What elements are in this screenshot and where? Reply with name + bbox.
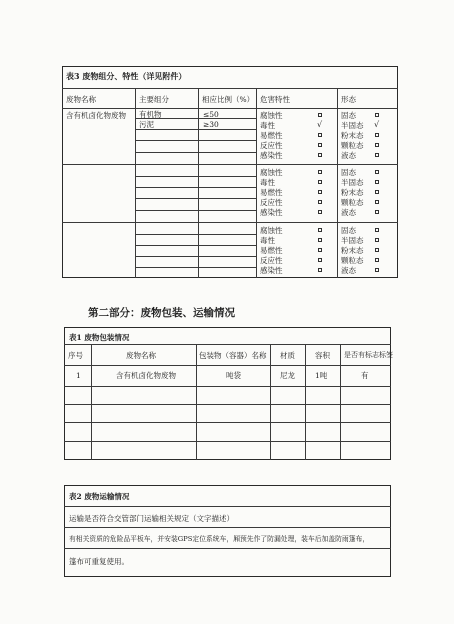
table1-title: 表1 废物包装情况: [69, 333, 130, 342]
table1-row-no: 1: [76, 371, 81, 380]
form-item: 半固态: [341, 178, 364, 187]
form-item: 粉末态: [341, 131, 364, 140]
hazard-item: 腐蚀性: [260, 111, 283, 120]
table1-row-label: 有: [361, 371, 369, 380]
table1-header-no: 序号: [68, 351, 83, 360]
checkbox[interactable]: [318, 153, 322, 157]
form-item: 固态: [341, 168, 356, 177]
hazard-item: 易燃性: [260, 131, 283, 140]
form-item: 颗粒态: [341, 256, 364, 265]
part2-title: 第二部分：废物包装、运输情况: [88, 307, 235, 319]
table1-row-volume: 1吨: [315, 371, 328, 380]
checkbox[interactable]: [318, 143, 322, 147]
table3-header-hazard: 危害特性: [260, 95, 290, 104]
table3-ratio-1: ≥30: [203, 120, 219, 129]
checkbox[interactable]: [318, 210, 322, 214]
table1-header-label: 是否有标志标签: [344, 351, 393, 359]
table3-header-component: 主要组分: [139, 95, 169, 104]
table3-header-ratio: 相应比例（%）: [202, 95, 255, 104]
check-mark-icon: √: [374, 120, 380, 129]
form-item: 液态: [341, 151, 356, 160]
checkbox[interactable]: [375, 268, 379, 272]
table2-title: 表2 废物运输情况: [69, 492, 130, 501]
hazard-item: 感染性: [260, 266, 283, 275]
table3-waste-name: 含有机卤化物废物: [66, 111, 126, 120]
checkbox[interactable]: [375, 190, 379, 194]
table3-title: 表3 废物组分、特性（详见附件）: [66, 71, 187, 81]
hazard-item: 毒性: [260, 178, 275, 187]
table3-component-1: 污泥: [139, 120, 154, 129]
table3-component-0: 有机物: [139, 110, 162, 119]
hazard-item: 感染性: [260, 151, 283, 160]
hazard-item: 反应性: [260, 141, 283, 150]
checkbox[interactable]: [318, 248, 322, 252]
checkbox[interactable]: [318, 268, 322, 272]
table1-row-name: 含有机卤化物废物: [116, 371, 176, 380]
check-mark-icon: √: [317, 120, 323, 129]
checkbox[interactable]: [375, 258, 379, 262]
table3-header-form: 形态: [341, 95, 356, 104]
form-item: 粉末态: [341, 246, 364, 255]
checkbox[interactable]: [318, 190, 322, 194]
table1-row-container: 吨袋: [226, 371, 241, 380]
form-item: 颗粒态: [341, 198, 364, 207]
table2-question: 运输是否符合交管部门运输相关规定（文字描述）: [69, 514, 234, 523]
checkbox[interactable]: [318, 113, 322, 117]
table1-header-container: 包装物（容器）名称: [199, 351, 267, 360]
form-item: 粉末态: [341, 188, 364, 197]
hazard-item: 反应性: [260, 256, 283, 265]
hazard-item: 毒性: [260, 236, 275, 245]
form-item: 半固态: [341, 121, 364, 130]
checkbox[interactable]: [318, 200, 322, 204]
table2-answer-line2: 篷布可重复使用。: [69, 557, 129, 566]
form-item: 固态: [341, 111, 356, 120]
table1-row-material: 尼龙: [280, 371, 295, 380]
checkbox[interactable]: [318, 170, 322, 174]
hazard-item: 腐蚀性: [260, 168, 283, 177]
checkbox[interactable]: [375, 228, 379, 232]
checkbox[interactable]: [375, 200, 379, 204]
table1-header-volume: 容积: [315, 351, 330, 360]
table1-header-name: 废物名称: [126, 351, 156, 360]
checkbox[interactable]: [318, 228, 322, 232]
checkbox[interactable]: [375, 210, 379, 214]
checkbox[interactable]: [375, 133, 379, 137]
form-item: 颗粒态: [341, 141, 364, 150]
hazard-item: 易燃性: [260, 188, 283, 197]
checkbox[interactable]: [375, 248, 379, 252]
checkbox[interactable]: [375, 113, 379, 117]
table1-header-material: 材质: [280, 351, 295, 360]
hazard-item: 反应性: [260, 198, 283, 207]
hazard-item: 腐蚀性: [260, 226, 283, 235]
checkbox[interactable]: [375, 153, 379, 157]
checkbox[interactable]: [375, 180, 379, 184]
checkbox[interactable]: [318, 258, 322, 262]
checkbox[interactable]: [318, 238, 322, 242]
checkbox[interactable]: [375, 170, 379, 174]
checkbox[interactable]: [318, 133, 322, 137]
checkbox[interactable]: [318, 180, 322, 184]
table3-ratio-0: ≤50: [203, 110, 219, 119]
form-item: 固态: [341, 226, 356, 235]
form-item: 液态: [341, 266, 356, 275]
form-item: 半固态: [341, 236, 364, 245]
hazard-item: 易燃性: [260, 246, 283, 255]
table3-header-name: 废物名称: [66, 95, 96, 104]
table2-answer-line1: 有相关资质的危险品平板车，并安装GPS定位系统车，厢预先作了防漏处理，装车后加盖防雨篷布，: [69, 535, 370, 543]
hazard-item: 毒性: [260, 121, 275, 130]
checkbox[interactable]: [375, 143, 379, 147]
hazard-item: 感染性: [260, 208, 283, 217]
form-item: 液态: [341, 208, 356, 217]
checkbox[interactable]: [375, 238, 379, 242]
